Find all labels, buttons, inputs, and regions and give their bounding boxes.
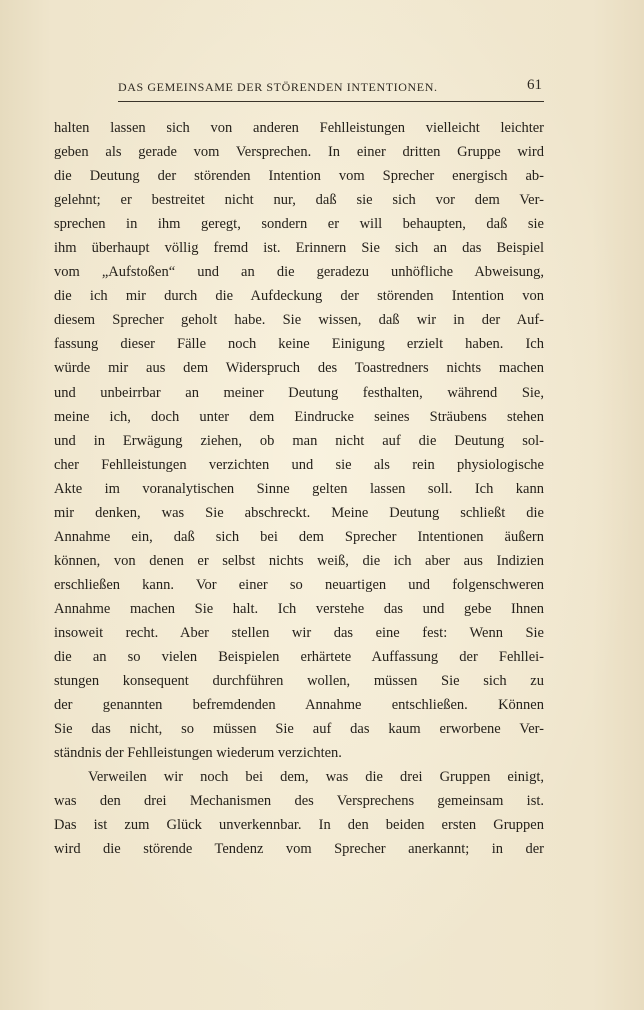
- text-line: würde mir aus dem Widerspruch des Toastredners nichts machen: [54, 360, 544, 377]
- text-line: und in Erwägung ziehen, ob man nicht auf die Deutung sol-: [54, 432, 544, 449]
- text-line: halten lassen sich von anderen Fehlleistungen vielleicht leichter: [54, 120, 544, 136]
- text-line: Sie das nicht, so müssen Sie auf das kaum erworbene Ver-: [54, 721, 544, 738]
- page-number: 61: [527, 77, 542, 93]
- text-line: Verweilen wir noch bei dem, was die drei Gruppen einigt,: [88, 769, 544, 786]
- text-line: ihm überhaupt völlig fremd ist. Erinnern Sie sich an das Beispiel: [54, 240, 544, 257]
- text-line: wird die störende Tendenz vom Sprecher anerkannt; in der: [54, 841, 544, 858]
- text-line: vom „Aufstoßen“ und an die geradezu unhöfliche Abweisung,: [54, 264, 544, 281]
- text-line: gelehnt; er bestreitet nicht nur, daß sie sich vor dem Ver-: [54, 192, 544, 209]
- text-line: cher Fehlleistungen verzichten und sie als rein physiologische: [54, 456, 544, 473]
- header-rule: [118, 101, 544, 102]
- text-line: erschließen kann. Vor einer so neuartigen und folgenschweren: [54, 576, 544, 593]
- text-line: geben als gerade vom Versprechen. In einer dritten Gruppe wird: [54, 144, 544, 161]
- text-line: sprechen in ihm geregt, sondern er will behaupten, daß sie: [54, 216, 544, 233]
- text-line: was den drei Mechanismen des Versprechens gemeinsam ist.: [54, 793, 544, 810]
- running-title: DAS GEMEINSAME DER STÖRENDEN INTENTIONEN.: [118, 80, 438, 94]
- text-line: fassung dieser Fälle noch keine Einigung erzielt haben. Ich: [54, 336, 544, 353]
- text-line: ständnis der Fehlleistungen wiederum verzichten.: [54, 745, 342, 762]
- text-line: und unbeirrbar an meiner Deutung festhalten, während Sie,: [54, 384, 544, 401]
- text-line: die an so vielen Beispielen erhärtete Auffassung der Fehllei-: [54, 649, 544, 666]
- text-line: Akte im voranalytischen Sinne gelten lassen soll. Ich kann: [54, 480, 544, 497]
- text-line: können, von denen er selbst nichts weiß, die ich aber aus Indizien: [54, 552, 544, 569]
- running-header: [118, 77, 542, 102]
- text-line: der genannten befremdenden Annahme entschließen. Können: [54, 697, 544, 714]
- text-line: Annahme machen Sie halt. Ich verstehe das und gebe Ihnen: [54, 600, 544, 617]
- body-text: [54, 116, 544, 861]
- text-line: Annahme ein, daß sich bei dem Sprecher Intentionen äußern: [54, 528, 544, 545]
- text-line: die ich mir durch die Aufdeckung der störenden Intention von: [54, 288, 544, 305]
- text-line: Das ist zum Glück unverkennbar. In den beiden ersten Gruppen: [54, 817, 544, 834]
- text-line: die Deutung der störenden Intention vom Sprecher energisch ab-: [54, 168, 544, 185]
- text-line: meine ich, doch unter dem Eindrucke seines Sträubens stehen: [54, 408, 544, 425]
- text-line: mir denken, was Sie abschreckt. Meine Deutung schließt die: [54, 504, 544, 521]
- text-line: stungen konsequent durchführen wollen, müssen Sie sich zu: [54, 673, 544, 690]
- text-line: insoweit recht. Aber stellen wir das eine fest: Wenn Sie: [54, 624, 544, 641]
- text-line: diesem Sprecher geholt habe. Sie wissen, daß wir in der Auf-: [54, 312, 544, 329]
